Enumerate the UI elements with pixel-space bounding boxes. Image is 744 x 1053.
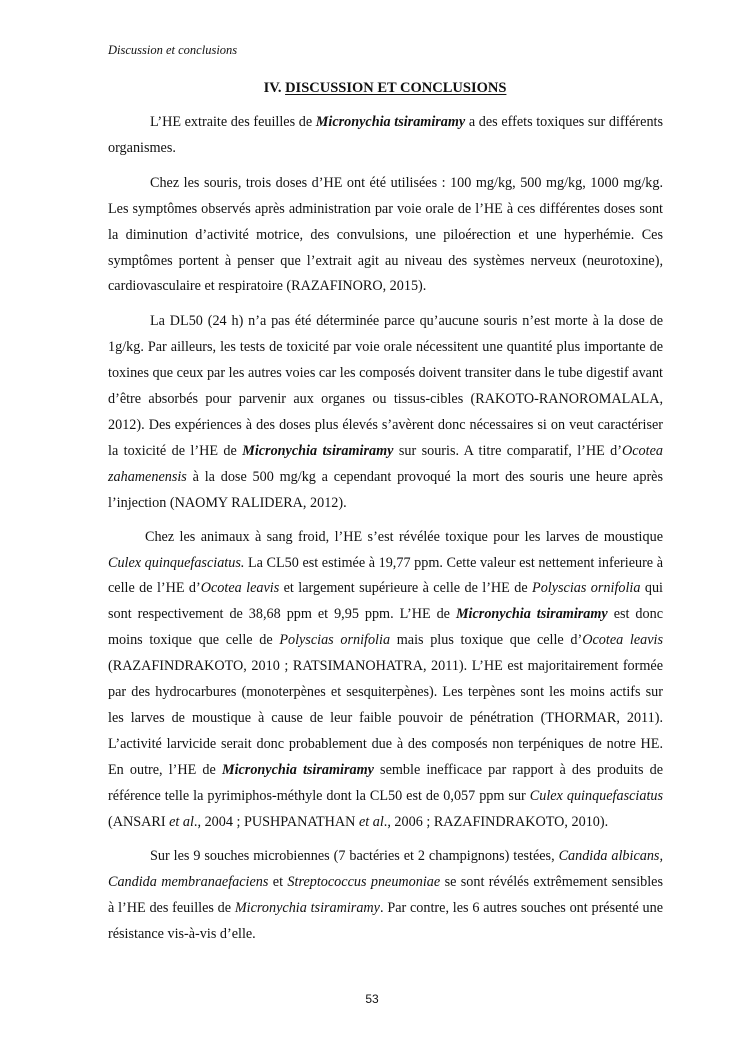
text-run: se sont révélés extrêmement sensibles à l’HE des feuilles de xyxy=(108,874,663,917)
text-run: L’HE extraite des feuilles de xyxy=(150,114,316,130)
italic-text: Ocotea leavis xyxy=(200,580,280,597)
species-name-bold: Micronychia tsiramiramy xyxy=(315,114,466,130)
italic-text: Ocotea leavis xyxy=(582,632,663,649)
text-run: et xyxy=(268,874,288,891)
text-run: Sur les 9 souches microbiennes (7 bactéries et 2 champignons) testées, xyxy=(150,848,559,865)
species-name-bold: Micronychia tsiramiramy xyxy=(242,442,394,459)
text-run: Chez les souris, trois doses d’HE ont été utilisées : 100 mg/kg, 500 mg/kg, 1000 mg/kg. Les symptômes observés après administration par voie orale de l’HE à ces différentes doses sont la diminution d’activité motrice, des convulsions, une piloérection et une hyperhémie. Ces symptômes portent à penser que l’extrait agit au niveau des systèmes nerveux (neurotoxine), cardiovasculaire et respiratoire (RAZAFINORO, 2015). xyxy=(108,174,663,295)
text-run: qui sont respectivement de 38,68 ppm et 9,95 ppm. L’HE de xyxy=(108,580,663,623)
text-run: Chez les animaux à sang froid, l’HE s’est révélée toxique pour les larves de moustique xyxy=(145,528,663,545)
text-run: La DL50 (24 h) n’a pas été déterminée parce qu’aucune souris n’est morte à la dose de 1g/kg. Par ailleurs, les tests de toxicité par voie orale nécessitent une quantité plus importante de toxines que ceux par les autres voies car les composés doivent transiter dans le tube digestif avant d’être absorbés pour parvenir aux organes ou tissus-cibles (RAKOTO-RANOROMALALA, 2012). Des expériences à des doses plus élevés s’avèrent donc nécessaires si on veut caractériser la toxicité de l’HE de xyxy=(108,313,663,459)
italic-text: et al xyxy=(358,813,384,830)
text-run: sur souris. A titre comparatif, l’HE d’ xyxy=(393,442,623,459)
paragraph-1 xyxy=(108,110,663,162)
italic-text: Streptococcus pneumoniae xyxy=(287,874,441,891)
species-name-bold: Micronychia tsiramiramy xyxy=(455,606,608,623)
text-run: ., 2004 ; PUSHPANATHAN xyxy=(193,813,359,830)
italic-text: Candida albicans, Candida membranaefaciens xyxy=(108,848,663,891)
text-run: est donc moins toxique que celle de xyxy=(108,606,664,649)
text-run: mais plus toxique que celle d’ xyxy=(390,632,583,649)
text-run: a des effets toxiques sur différents organismes. xyxy=(108,114,664,156)
paragraph-4 xyxy=(108,525,663,836)
section-heading: DISCUSSION ET CONCLUSIONS xyxy=(285,80,507,96)
italic-text: Polyscias ornifolia xyxy=(279,632,391,649)
italic-text: Polyscias ornifolia xyxy=(532,580,641,597)
paragraph-3 xyxy=(108,309,663,516)
paragraph-2 xyxy=(108,171,663,301)
text-run: ., 2006 ; RAZAFINDRAKOTO, 2010). xyxy=(383,813,609,830)
text-run: à la dose 500 mg/kg a cependant provoqué la mort des souris une heure après l’injection (NAOMY RALIDERA, 2012). xyxy=(108,468,663,511)
text-run: (RAZAFINDRAKOTO, 2010 ; RATSIMANOHATRA, 2011). L’HE est majoritairement formée par des hydrocarbures (monoterpènes et sesquiterpènes). Les terpènes sont les moins actifs sur les larves de moustique à cause de leur faible pouvoir de pénétration (THORMAR, 2011). L’activité larvicide serait donc probablement due à des composés non terpéniques de notre HE. En outre, l’HE de xyxy=(108,658,663,778)
body-text xyxy=(108,110,663,957)
paragraph-5 xyxy=(108,844,663,948)
running-header: Discussion et conclusions xyxy=(108,43,238,57)
section-title xyxy=(0,80,744,97)
section-number: IV. xyxy=(263,80,282,96)
text-run: La CL50 est estimée à 19,77 ppm. Cette valeur est nettement inferieure à celle de l’HE d’ xyxy=(108,554,663,597)
italic-text: Ocotea zahamenensis xyxy=(108,442,663,485)
italic-text: Culex quinquefasciatus. xyxy=(108,554,245,571)
italic-text: Culex quinquefasciatus xyxy=(529,787,664,804)
species-name-bold: Micronychia tsiramiramy xyxy=(221,761,374,778)
page-number: 53 xyxy=(365,992,379,1006)
text-run: (ANSARI xyxy=(108,813,170,830)
text-run: semble inefficace par rapport à des produits de référence telle la pyrimiphos-méthyle dont la CL50 est de 0,057 ppm sur xyxy=(108,761,664,804)
italic-text: Micronychia tsiramiramy xyxy=(234,900,380,917)
text-run: et largement supérieure à celle de l’HE de xyxy=(279,580,533,597)
italic-text: et al xyxy=(169,813,194,830)
text-run: . Par contre, les 6 autres souches ont présenté une résistance vis-à-vis d’elle. xyxy=(108,900,664,943)
